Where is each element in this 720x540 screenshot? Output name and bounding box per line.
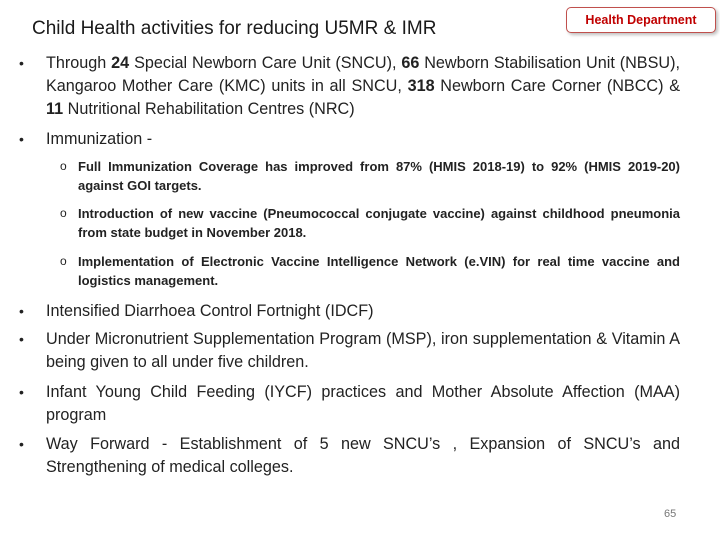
sub-bullet-icon: o xyxy=(60,206,67,220)
sub-item-text: Implementation of Electronic Vaccine Intelligence Network (e.VIN) for real time vaccine and logistics management. xyxy=(78,254,680,288)
slide-title: Child Health activities for reducing U5MR & IMR xyxy=(32,18,437,39)
bullet-way-forward xyxy=(19,433,680,479)
bullet-text: Nutritional Rehabilitation Centres (NRC) xyxy=(63,100,355,118)
bullet-msp xyxy=(19,328,680,374)
bullet-text: Under Micronutrient Supplementation Program (MSP), iron supplementation & Vitamin A being given to all under five children. xyxy=(46,330,680,371)
bullet-text: Immunization - xyxy=(46,130,153,148)
bullet-text: Intensified Diarrhoea Control Fortnight (IDCF) xyxy=(46,302,374,320)
bullet-immunization xyxy=(19,128,680,151)
bullet-text: Infant Young Child Feeding (IYCF) practices and Mother Absolute Affection (MAA) program xyxy=(46,383,680,424)
page-number: 65 xyxy=(664,508,677,520)
bullet-text: Through xyxy=(46,54,112,72)
bullet-text: Newborn Stabilisation Unit (NBSU), Kangaroo Mother Care (KMC) units in all SNCU, xyxy=(46,54,680,95)
bullet-iycf xyxy=(19,381,680,427)
sub-bullet-icon: o xyxy=(60,254,67,268)
bullet-icon: • xyxy=(19,131,24,147)
sub-item-text: Introduction of new vaccine (Pneumococcal conjugate vaccine) against childhood pneumonia from state budget in November 2018. xyxy=(78,206,680,240)
sub-item-evin xyxy=(60,252,680,290)
department-badge: Health Department xyxy=(566,7,716,33)
bullet-icon: • xyxy=(19,436,24,452)
bullet-text: Special Newborn Care Unit (SNCU), xyxy=(129,54,402,72)
count-sncu: 24 xyxy=(111,54,130,72)
bullet-icon: • xyxy=(19,303,24,319)
bullet-icon: • xyxy=(19,384,24,400)
bullet-idcf xyxy=(19,300,680,323)
bullet-newborn-care xyxy=(19,52,680,121)
sub-item-text: Full Immunization Coverage has improved from 87% (HMIS 2018-19) to 92% (HMIS 2019-20) against GOI targets. xyxy=(78,159,680,193)
bullet-icon: • xyxy=(19,55,24,71)
count-nbcc: 318 xyxy=(407,77,435,95)
count-nrc: 11 xyxy=(46,100,64,118)
bullet-icon: • xyxy=(19,331,24,347)
sub-bullet-icon: o xyxy=(60,159,67,173)
count-nbsu: 66 xyxy=(401,54,420,72)
bullet-text: Way Forward - Establishment of 5 new SNCU’s , Expansion of SNCU’s and Strengthening of medical colleges. xyxy=(46,435,680,476)
sub-item-immunization-coverage xyxy=(60,157,680,195)
bullet-text: Newborn Care Corner (NBCC) & xyxy=(434,77,680,95)
sub-item-pneumococcal-vaccine xyxy=(60,204,680,242)
